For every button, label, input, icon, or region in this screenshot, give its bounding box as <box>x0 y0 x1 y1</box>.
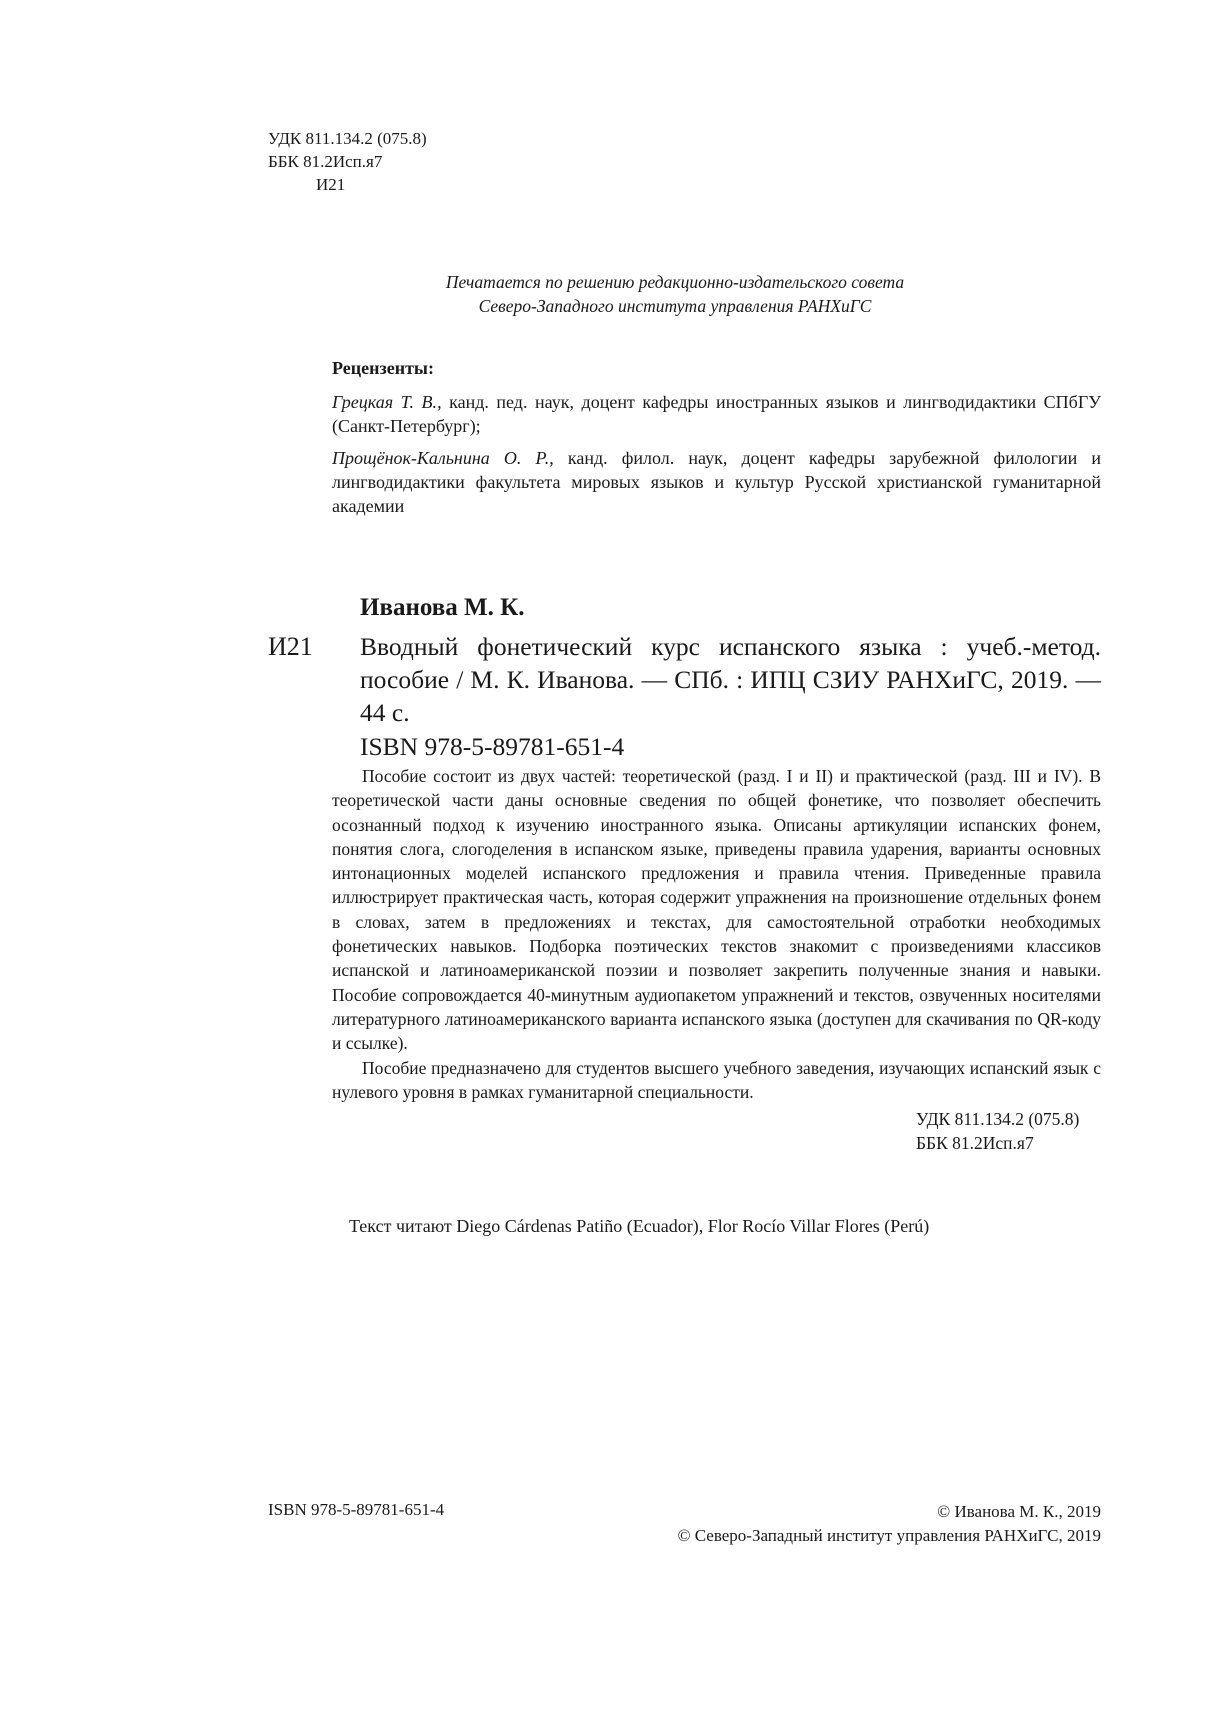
council-note <box>330 270 1020 318</box>
udk-code: УДК 811.134.2 (075.8) <box>268 129 427 148</box>
reviewer-2 <box>332 446 1101 518</box>
council-note-line2: Северо-Западного института управления РАНХиГС <box>478 296 872 316</box>
readers-note: Текст читают Diego Cárdenas Patiño (Ecuador), Flor Rocío Villar Flores (Perú) <box>349 1216 930 1236</box>
abstract-bbk: ББК 81.2Исп.я7 <box>916 1133 1034 1153</box>
catalog-index: И21 <box>268 632 313 661</box>
reviewers-heading: Рецензенты: <box>332 358 434 378</box>
reviewer-1-details: , канд. пед. наук, доцент кафедры иностранных языков и лингводидактики СПбГУ (Санкт-Петербург); <box>332 392 1101 436</box>
bbk-code: ББК 81.2Исп.я7 <box>268 152 383 171</box>
abstract-paragraph-2: Пособие предназначено для студентов высшего учебного заведения, изучающих испанский язык с нулевого уровня в рамках гуманитарной специальности. <box>332 1057 1101 1102</box>
catalog-author: Иванова М. К. <box>360 594 525 621</box>
abstract <box>332 764 1101 1104</box>
copyright-block <box>678 1500 1101 1548</box>
copyright-author: © Иванова М. К., 2019 <box>937 1502 1101 1521</box>
council-note-line1: Печатается по решению редакционно-издательского совета <box>445 272 905 292</box>
reviewers-section <box>332 356 1101 526</box>
catalog-entry: Вводный фонетический курс испанского языка : учеб.-метод. пособие / М. К. Иванова. — СПб. : ИПЦ СЗИУ РАНХиГС, 2019. — 44 с. <box>360 632 1101 727</box>
copyright-institute: © Северо-Западный институт управления РАНХиГС, 2019 <box>677 1526 1101 1545</box>
footer-isbn: ISBN 978-5-89781-651-4 <box>268 1500 445 1519</box>
reviewer-1-name: Грецкая Т. В. <box>332 392 438 412</box>
reviewer-2-details: , канд. филол. наук, доцент кафедры зарубежной филологии и лингводидактики факультета мировых языков и культур Русской христианской гуманитарной академии <box>332 448 1101 516</box>
classification-codes <box>268 127 427 196</box>
reviewer-1 <box>332 390 1101 438</box>
abstract-paragraph-1: Пособие состоит из двух частей: теоретической (разд. I и II) и практической (разд. III и IV). В теоретической части даны основные сведения по общей фонетике, что позволяет обеспечить осознанный подход к изучению иностранного языка. Описаны артикуляции испанских фонем, понятия слога, слогоделения в испанском языке, приведены правила ударения, варианты основных интонационных моделей испанского предложения и правила чтения. Приведенные правила иллюстрирует практическая часть, которая содержит упражнения на произношение отдельных фонем в словах, затем в предложениях и текстах, для самостоятельной отработки необходимых фонетических навыков. Подборка поэтических текстов знакомит с произведениями классиков испанской и латиноамериканской поэзии и позволяет закрепить полученные знания и навыки. Пособие сопровождается 40-минутным аудиопакетом упражнений и текстов, озвученных носителями литературного латиноамериканского варианта испанского языка (доступен для скачивания по QR-коду и ссылке). <box>332 766 1101 1054</box>
reviewer-2-name: Прощёнок-Кальнина О. Р. <box>332 448 550 468</box>
author-mark: И21 <box>316 175 346 194</box>
abstract-udk: УДК 811.134.2 (075.8) <box>916 1109 1080 1129</box>
catalog-isbn: ISBN 978-5-89781-651-4 <box>360 732 625 761</box>
abstract-codes <box>916 1107 1079 1155</box>
